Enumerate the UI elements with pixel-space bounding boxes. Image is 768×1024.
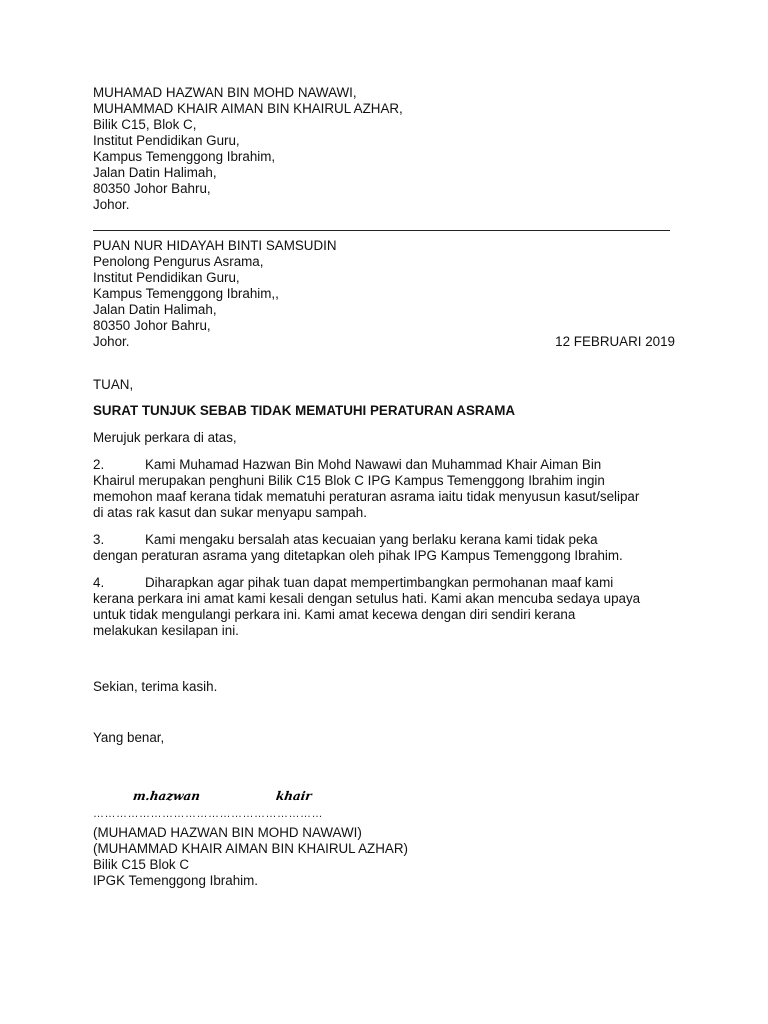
paragraph-line: melakukan kesilapan ini. <box>93 623 239 638</box>
sender-line: 80350 Johor Bahru, <box>93 181 211 196</box>
paragraph-4 <box>93 575 683 639</box>
sender-line: Kampus Temenggong Ibrahim, <box>93 149 276 164</box>
paragraph-line <box>93 575 683 591</box>
recipient-last-line <box>93 334 683 350</box>
paragraph-line <box>93 457 683 473</box>
paragraph-text: Kami Muhamad Hazwan Bin Mohd Nawawi dan Muhammad Khair Aiman Bin <box>145 457 602 472</box>
paragraph-line: kerana perkara ini amat kami kesali dengan setulus hati. Kami akan mencuba sedaya upaya <box>93 591 641 606</box>
closing-thanks: Sekian, terima kasih. <box>93 679 218 694</box>
closing-sign-off: Yang benar, <box>93 730 165 745</box>
salutation: TUAN, <box>93 377 134 392</box>
signature-khair: khair <box>275 789 313 803</box>
paragraph-line: untuk tidak mengulangi perkara ini. Kami amat kecewa dengan diri sendiri kerana <box>93 607 576 622</box>
sender-line: Bilik C15, Blok C, <box>93 117 197 132</box>
paragraph-number: 2. <box>93 457 105 472</box>
sender-line: Jalan Datin Halimah, <box>93 165 217 180</box>
divider-line <box>93 230 670 231</box>
sender-address <box>93 85 683 213</box>
paragraph-line: dengan peraturan asrama yang ditetapkan oleh pihak IPG Kampus Temenggong Ibrahim. <box>93 548 623 563</box>
paragraph-2 <box>93 457 683 521</box>
paragraph-line <box>93 532 683 548</box>
sender-line: Johor. <box>93 197 130 212</box>
signatory-line: (MUHAMMAD KHAIR AIMAN BIN KHAIRUL AZHAR) <box>93 841 408 856</box>
signatory-line: Bilik C15 Blok C <box>93 857 189 872</box>
paragraph-number: 4. <box>93 575 105 590</box>
paragraph-number: 3. <box>93 532 105 547</box>
recipient-line: Kampus Temenggong Ibrahim,, <box>93 286 279 301</box>
sender-line: MUHAMAD HAZWAN BIN MOHD NAWAWI, <box>93 85 357 100</box>
recipient-line: Institut Pendidikan Guru, <box>93 270 240 285</box>
paragraph-text: Kami mengaku bersalah atas kecuaian yang berlaku kerana kami tidak peka <box>145 532 598 547</box>
recipient-line: Johor. <box>93 334 130 349</box>
signatory-block <box>93 825 683 889</box>
letter-date: 12 FEBRUARI 2019 <box>555 334 675 349</box>
signatory-line: (MUHAMAD HAZWAN BIN MOHD NAWAWI) <box>93 825 362 840</box>
sender-line: MUHAMMAD KHAIR AIMAN BIN KHAIRUL AZHAR, <box>93 101 403 116</box>
signature-hazwan: m.hazwan <box>132 789 202 803</box>
paragraph-3 <box>93 532 683 564</box>
paragraph-line: Khairul merupakan penghuni Bilik C15 Blok C IPG Kampus Temenggong Ibrahim ingin <box>93 473 605 488</box>
opening-line: Merujuk perkara di atas, <box>93 430 237 445</box>
signature-dotted-line: …………………………………………………… <box>93 808 323 820</box>
recipient-line: 80350 Johor Bahru, <box>93 318 211 333</box>
recipient-line: Jalan Datin Halimah, <box>93 302 217 317</box>
recipient-line: Penolong Pengurus Asrama, <box>93 254 264 269</box>
paragraph-text: Diharapkan agar pihak tuan dapat mempertimbangkan permohanan maaf kami <box>145 575 614 590</box>
sender-line: Institut Pendidikan Guru, <box>93 133 240 148</box>
letter-subject: SURAT TUNJUK SEBAB TIDAK MEMATUHI PERATURAN ASRAMA <box>93 403 516 418</box>
signatory-line: IPGK Temenggong Ibrahim. <box>93 873 258 888</box>
recipient-address <box>93 238 683 350</box>
paragraph-line: memohon maaf kerana tidak mematuhi peraturan asrama iaitu tidak menyusun kasut/selipar <box>93 489 640 504</box>
signature-area <box>133 787 393 809</box>
paragraph-line: di atas rak kasut dan sukar menyapu sampah. <box>93 505 367 520</box>
recipient-line: PUAN NUR HIDAYAH BINTI SAMSUDIN <box>93 238 337 253</box>
